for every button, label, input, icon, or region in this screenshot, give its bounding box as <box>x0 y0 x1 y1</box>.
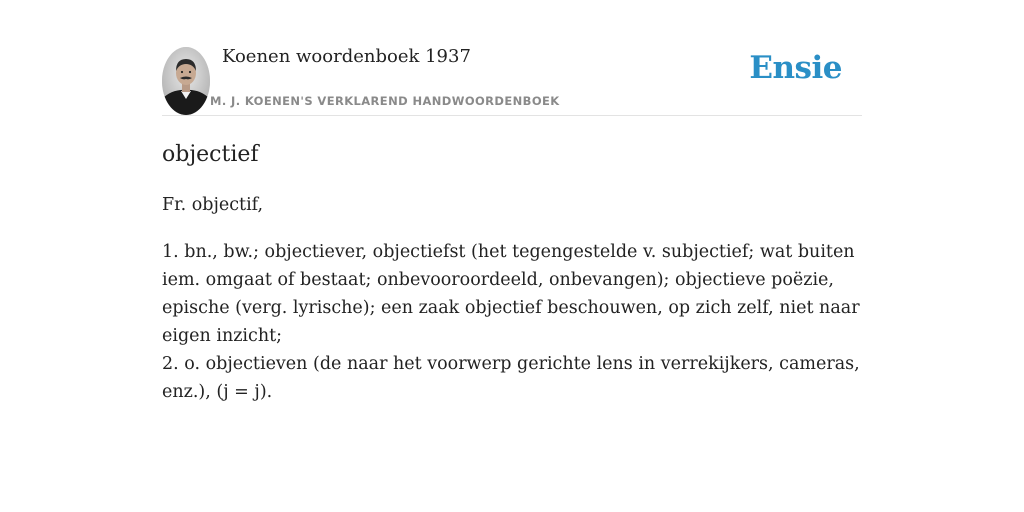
entry-etymology: Fr. objectif, <box>162 195 264 215</box>
site-header <box>162 0 862 116</box>
site-subtitle: M. J. KOENEN'S VERKLAREND HANDWOORDENBOEK <box>210 94 560 108</box>
entry-body <box>162 191 862 406</box>
site-title[interactable]: Koenen woordenboek 1937 <box>222 46 471 67</box>
entry-headword: objectief <box>162 142 259 167</box>
definition-item: 2. o. objectieven (de naar het voorwerp gerichte lens in verrekijkers, cameras, enz.), (j = j). <box>162 354 860 402</box>
ensie-logo-link[interactable]: Ensie <box>749 50 842 86</box>
author-portrait-icon[interactable] <box>162 47 210 115</box>
page <box>162 0 862 406</box>
definition-item: 1. bn., bw.; objectiever, objectiefst (het tegengestelde v. subjectief; wat buiten iem. omgaat of bestaat; onbevooroordeeld, onbevangen); objectieve poëzie, epische (verg. lyrische); een zaak objectief beschouwen, op zich zelf, niet naar eigen inzicht; <box>162 242 860 346</box>
